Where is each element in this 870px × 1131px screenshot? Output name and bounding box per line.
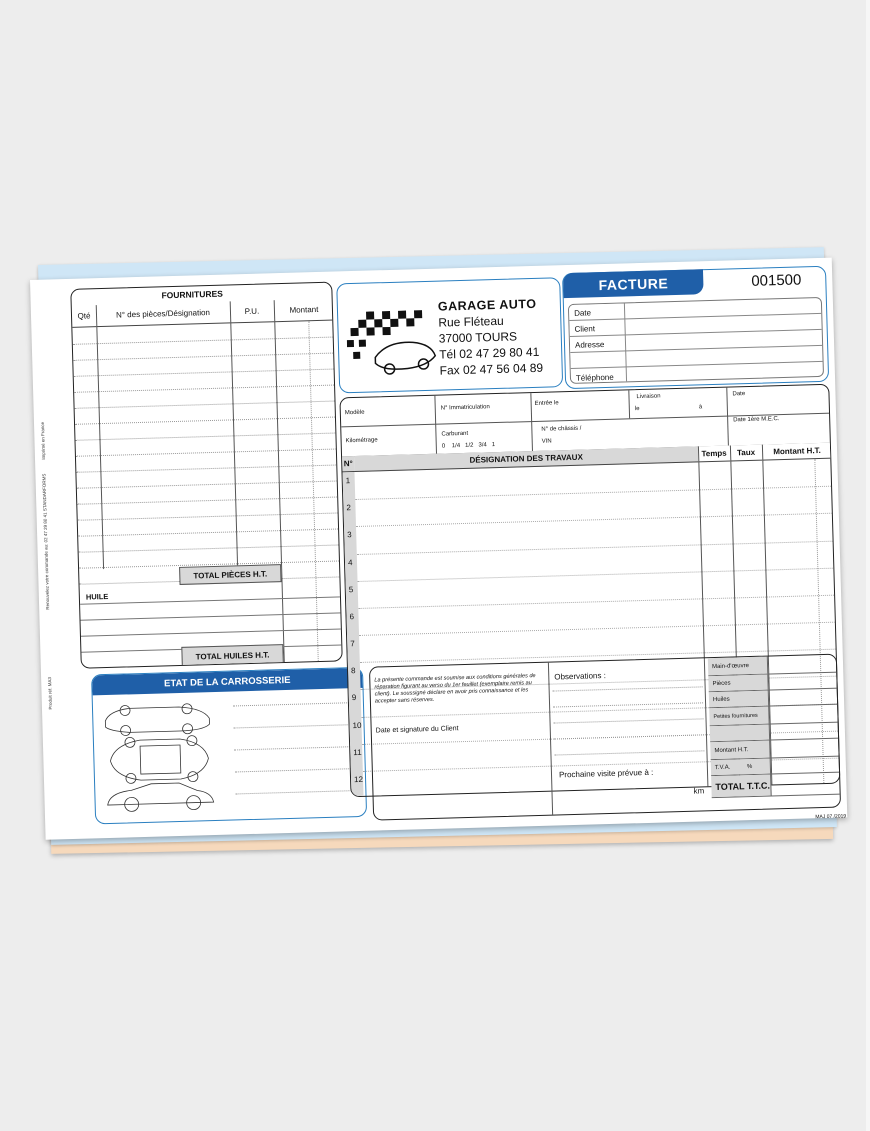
km-label: km <box>693 786 705 796</box>
col-header-taux: Taux <box>730 445 762 462</box>
garage-city: 37000 TOURS <box>438 329 518 346</box>
col-header-temps: Temps <box>698 446 730 463</box>
label-modele: Modèle <box>344 409 365 417</box>
divider <box>96 305 104 569</box>
label-mec: Date 1ère M.E.C. <box>733 416 780 424</box>
obs-line <box>554 750 704 755</box>
facture-number: 001500 <box>751 271 802 290</box>
obs-line <box>554 734 704 739</box>
label-le: le <box>634 406 640 413</box>
divider <box>308 321 319 663</box>
col-header-montant-ht: Montant H.T. <box>762 443 832 461</box>
etat-line <box>235 768 359 772</box>
col-header-num: N° <box>342 456 354 472</box>
total-huiles-label: TOTAL HUILES H.T. <box>181 644 284 667</box>
side-text-reorder: Renouvelez votre commande au: 02 47 29 80 41 STANDARFORMS <box>41 473 51 610</box>
observations-label: Observations : <box>554 671 606 682</box>
footer-code: MAJ 07 /2019 <box>815 813 847 821</box>
obs-line <box>553 686 703 691</box>
field-label: Date <box>574 308 592 318</box>
garage-header <box>336 277 563 393</box>
conditions-text: La présente commande est soumise aux conditions générales de réparation figurant au verso du 1er feuillet (exemplaire remis au client). Le soussigné déclare en avoir pris connaissance et les accepter sans réserves. <box>374 673 536 705</box>
total-label: T.V.A. % <box>711 759 771 776</box>
invoice-form <box>30 258 847 840</box>
fournitures-row-line <box>75 416 337 424</box>
travaux-row-line <box>356 513 834 527</box>
garage-fax: Fax 02 47 56 04 89 <box>439 360 544 378</box>
fournitures-row-line <box>76 448 338 456</box>
label-immat: N° Immatriculation <box>440 404 490 412</box>
field-label: Adresse <box>574 339 605 350</box>
fournitures-row-line <box>74 384 336 392</box>
travaux-row-line <box>357 540 835 554</box>
garage-tel: Tél 02 47 29 80 41 <box>439 344 540 362</box>
row-number: 7 <box>350 639 355 649</box>
total-pieces-label: TOTAL PIÈCES H.T. <box>179 564 281 585</box>
facture-block <box>562 266 829 389</box>
label-chassis: N° de châssis / <box>541 425 582 433</box>
carrosserie-panel <box>91 667 367 825</box>
field-label: Téléphone <box>575 372 614 383</box>
huile-row-line <box>81 628 343 636</box>
fournitures-row-line <box>73 353 335 361</box>
label-vin: VIN <box>541 438 552 445</box>
side-text-printed: Imprimé en France <box>39 421 47 460</box>
row-number: 4 <box>347 557 353 567</box>
row-number: 11 <box>353 747 362 757</box>
divider <box>230 301 238 565</box>
carrosserie-title: ETAT DE LA CARROSSERIE <box>92 668 362 696</box>
etat-line <box>234 746 358 750</box>
col-header-montant: Montant <box>274 299 335 323</box>
etat-line <box>234 724 358 728</box>
total-label: Pièces <box>708 675 768 692</box>
row-number: 6 <box>349 611 355 622</box>
field-label: Client <box>574 324 596 334</box>
divider <box>548 663 553 817</box>
fournitures-row-line <box>74 369 336 377</box>
total-label: Huiles <box>709 691 769 708</box>
label-carburant: Carburant <box>441 430 469 438</box>
total-label: Main-d'œuvre <box>708 657 768 676</box>
row-number: 3 <box>347 530 352 540</box>
totals-table <box>708 655 841 813</box>
huile-label: HUILE <box>85 591 109 602</box>
divider <box>726 388 729 446</box>
row-number: 2 <box>346 503 352 513</box>
conditions-and-totals <box>369 654 841 821</box>
facture-title: FACTURE <box>563 269 704 298</box>
divider <box>434 396 437 454</box>
row-ttc <box>711 773 841 799</box>
huile-row-line <box>81 612 343 620</box>
row-number: 5 <box>348 584 354 594</box>
fournitures-row-line <box>73 337 335 345</box>
row-number: 1 <box>345 476 351 486</box>
travaux-row-line <box>358 567 836 581</box>
fournitures-title: FOURNITURES <box>161 288 223 301</box>
row-number: 9 <box>351 693 357 703</box>
side-text-product: Produit réf. MA3 <box>47 677 54 710</box>
garage-street: Rue Fléteau <box>438 313 504 330</box>
row-number: 12 <box>353 774 364 784</box>
col-header-pu: P.U. <box>230 300 275 323</box>
garage-name: GARAGE AUTO <box>437 296 537 314</box>
fournitures-row-line <box>75 400 337 408</box>
col-header-qty: Qté <box>72 305 97 328</box>
label-date: Date <box>732 391 746 398</box>
travaux-row-line <box>358 594 836 608</box>
col-header-travaux: DÉSIGNATION DES TRAVAUX <box>354 446 698 472</box>
divider <box>530 393 533 451</box>
etat-line <box>235 790 359 794</box>
car-diagram-icon <box>99 698 222 819</box>
etat-line <box>233 702 357 706</box>
label-entree: Entrée le <box>534 400 559 407</box>
travaux-row-line <box>355 486 833 500</box>
fournitures-row-line <box>77 480 339 488</box>
label-livraison: Livraison <box>636 393 661 401</box>
total-label <box>710 725 770 742</box>
fournitures-row-line <box>76 464 338 472</box>
divider <box>628 390 630 418</box>
total-label: Montant H.T. <box>710 741 770 760</box>
obs-line <box>553 702 703 707</box>
obs-line <box>554 718 704 723</box>
row-number: 10 <box>352 720 362 730</box>
total-ttc-label: TOTAL T.T.C. <box>711 775 772 798</box>
next-visit-label: Prochaine visite prévue à : <box>558 767 654 780</box>
fournitures-row-line <box>79 544 341 552</box>
fournitures-row-line <box>78 512 340 520</box>
travaux-row-line <box>359 622 837 636</box>
client-fields <box>568 297 824 384</box>
label-a: à <box>698 404 703 411</box>
label-km: Kilométrage <box>345 437 378 445</box>
fuel-scale: 0 1/4 1/2 3/4 1 <box>441 442 496 450</box>
huile-row-line <box>80 596 342 604</box>
fournitures-row-line <box>75 432 337 440</box>
col-header-designation: N° des pièces/Désignation <box>96 301 231 327</box>
checkered-flag-car-logo <box>346 310 438 384</box>
fournitures-panel <box>70 282 343 669</box>
total-label: Petites fournitures <box>709 707 769 726</box>
row-number: 8 <box>350 666 356 676</box>
signature-label: Date et signature du Client <box>375 725 459 735</box>
fournitures-row-line <box>78 528 340 536</box>
fournitures-row-line <box>77 496 339 504</box>
